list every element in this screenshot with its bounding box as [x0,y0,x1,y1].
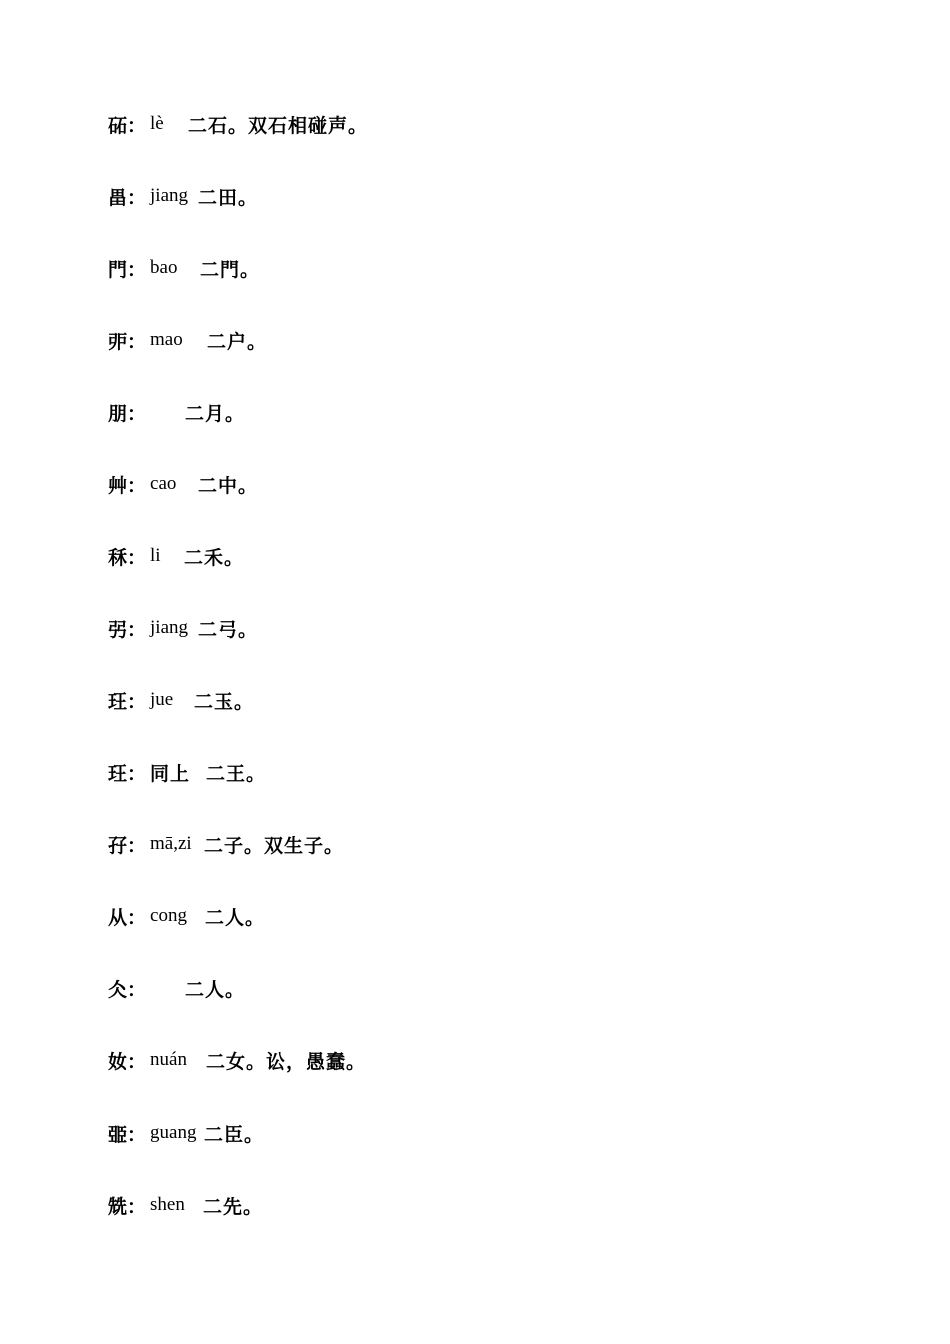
entry-colon: ： [127,114,147,137]
entry-colon: ： [127,690,147,713]
entry-pinyin: cao [150,473,177,494]
entry-row [108,757,266,787]
entry-colon: ： [127,1195,147,1218]
entry-character: 砳 [108,114,128,137]
entry-character: 奻 [108,1050,128,1073]
entry-character: 仌 [108,978,128,1001]
entry-character: 畕 [108,186,128,209]
entry-colon: ： [127,546,147,569]
entry-character: 玨 [108,762,128,785]
entry-colon: ： [127,474,147,497]
entry-row [108,685,254,715]
entry-row [108,541,244,571]
entry-character: 玨 [108,690,128,713]
entry-gloss: 二門。 [200,258,261,281]
entry-character: 孖 [108,834,128,857]
entry-gloss: 二人。 [185,978,246,1001]
entry-gloss: 二田。 [198,186,259,209]
entry-pinyin: li [150,545,161,566]
entry-gloss: 二户。 [207,330,268,353]
entry-row [108,1118,264,1148]
entry-colon: ： [127,402,147,425]
entry-pinyin: guang [150,1122,197,1143]
entry-row [108,325,267,355]
entry-row [108,1045,366,1075]
entry-pinyin: bao [150,257,178,278]
entry-colon: ： [127,1123,147,1146]
entry-colon: ： [127,978,147,1001]
entry-gloss: 二弓。 [198,618,259,641]
entry-pinyin: mao [150,329,183,350]
entry-row [108,613,258,643]
entry-colon: ： [127,330,147,353]
entry-pinyin: mā,zi [150,833,192,854]
entry-gloss: 二王。 [206,762,267,785]
entry-character: 秝 [108,546,128,569]
entry-row [108,181,258,211]
entry-row [108,1190,263,1220]
entry-gloss: 二人。 [205,906,266,929]
entry-character: 臦 [108,1123,128,1146]
entry-character: 朋 [108,402,128,425]
entry-gloss: 二女。讼，愚蠢。 [206,1050,367,1073]
entry-pinyin: 同上 [150,762,191,785]
entry-character: 門 [108,258,128,281]
entry-colon: ： [127,258,147,281]
entry-colon: ： [127,906,147,929]
entry-colon: ： [127,834,147,857]
entry-pinyin: jue [150,689,174,710]
entry-gloss: 二石。双石相碰声。 [188,114,369,137]
entry-colon: ： [127,762,147,785]
entry-row [108,109,368,139]
entry-pinyin: jiang [150,185,189,206]
entry-pinyin: shen [150,1194,185,1215]
entry-character: 艸 [108,474,128,497]
entry-row [108,397,245,427]
entry-character: 弜 [108,618,128,641]
entry-row [108,901,265,931]
entry-character: 兟 [108,1195,128,1218]
entry-colon: ： [127,1050,147,1073]
entry-gloss: 二中。 [198,474,259,497]
entry-row [108,973,245,1003]
entry-gloss: 二禾。 [184,546,245,569]
entry-row [108,469,258,499]
entry-gloss: 二先。 [203,1195,264,1218]
entry-character: 从 [108,906,128,929]
entry-gloss: 二月。 [185,402,246,425]
entry-pinyin: jiang [150,617,189,638]
entry-gloss: 二子。双生子。 [204,834,345,857]
entry-colon: ： [127,186,147,209]
entry-pinyin: nuán [150,1049,187,1070]
entry-pinyin: lè [150,113,164,134]
entry-row [108,253,260,283]
entry-pinyin: cong [150,905,187,926]
entry-gloss: 二玉。 [194,690,255,713]
entry-colon: ： [127,618,147,641]
entry-row [108,829,344,859]
entry-character: 戼 [108,330,128,353]
entry-gloss: 二臣。 [204,1123,265,1146]
